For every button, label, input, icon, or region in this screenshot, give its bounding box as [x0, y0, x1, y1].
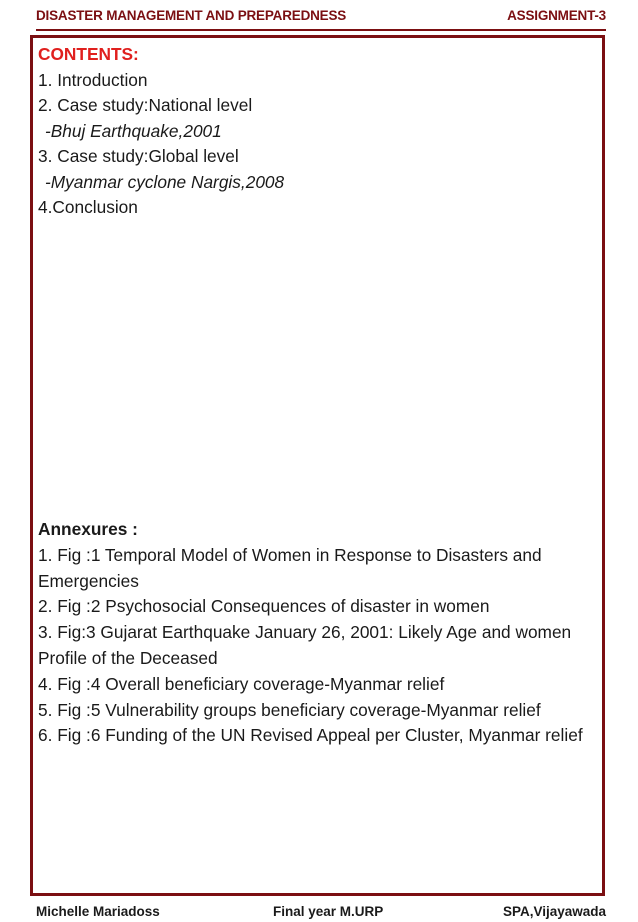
annexures-heading: Annexures :: [38, 519, 138, 539]
contents-subitem-bhuj: -Bhuj Earthquake,2001: [45, 120, 222, 141]
annexure-item: 2. Fig :2 Psychosocial Consequences of disaster in women: [38, 596, 490, 617]
annexure-item: 1. Fig :1 Temporal Model of Women in Response to Disasters and Emergencies: [38, 544, 542, 591]
annexures-section: [38, 517, 598, 749]
contents-section: [38, 42, 598, 221]
page-footer: [36, 901, 606, 921]
contents-subitem-nargis: -Myanmar cyclone Nargis,2008: [45, 171, 285, 192]
annexure-item: 5. Fig :5 Vulnerability groups beneficiary coverage-Myanmar relief: [38, 699, 541, 720]
header-course-title: DISASTER MANAGEMENT AND PREPAREDNESS: [36, 8, 347, 23]
page-header: [36, 3, 606, 31]
contents-item-global-case-study: 3. Case study:Global level: [38, 146, 239, 166]
footer-institution: SPA,Vijayawada: [502, 904, 606, 919]
footer-author: Michelle Mariadoss: [36, 904, 160, 919]
contents-item-introduction: 1. Introduction: [38, 69, 148, 90]
annexure-item: 4. Fig :4 Overall beneficiary coverage-Myanmar relief: [38, 673, 445, 694]
contents-item-national-case-study: 2. Case study:National level: [38, 95, 253, 115]
contents-heading: CONTENTS:: [38, 44, 139, 64]
header-assignment-label: ASSIGNMENT-3: [507, 8, 606, 23]
annexure-item: 3. Fig:3 Gujarat Earthquake January 26, 2001: Likely Age and women Profile of the Deceased: [38, 622, 572, 668]
annexure-item: 6. Fig :6 Funding of the UN Revised Appeal per Cluster, Myanmar relief: [38, 725, 583, 746]
contents-item-conclusion: 4.Conclusion: [38, 197, 138, 217]
footer-program: Final year M.URP: [273, 904, 384, 919]
